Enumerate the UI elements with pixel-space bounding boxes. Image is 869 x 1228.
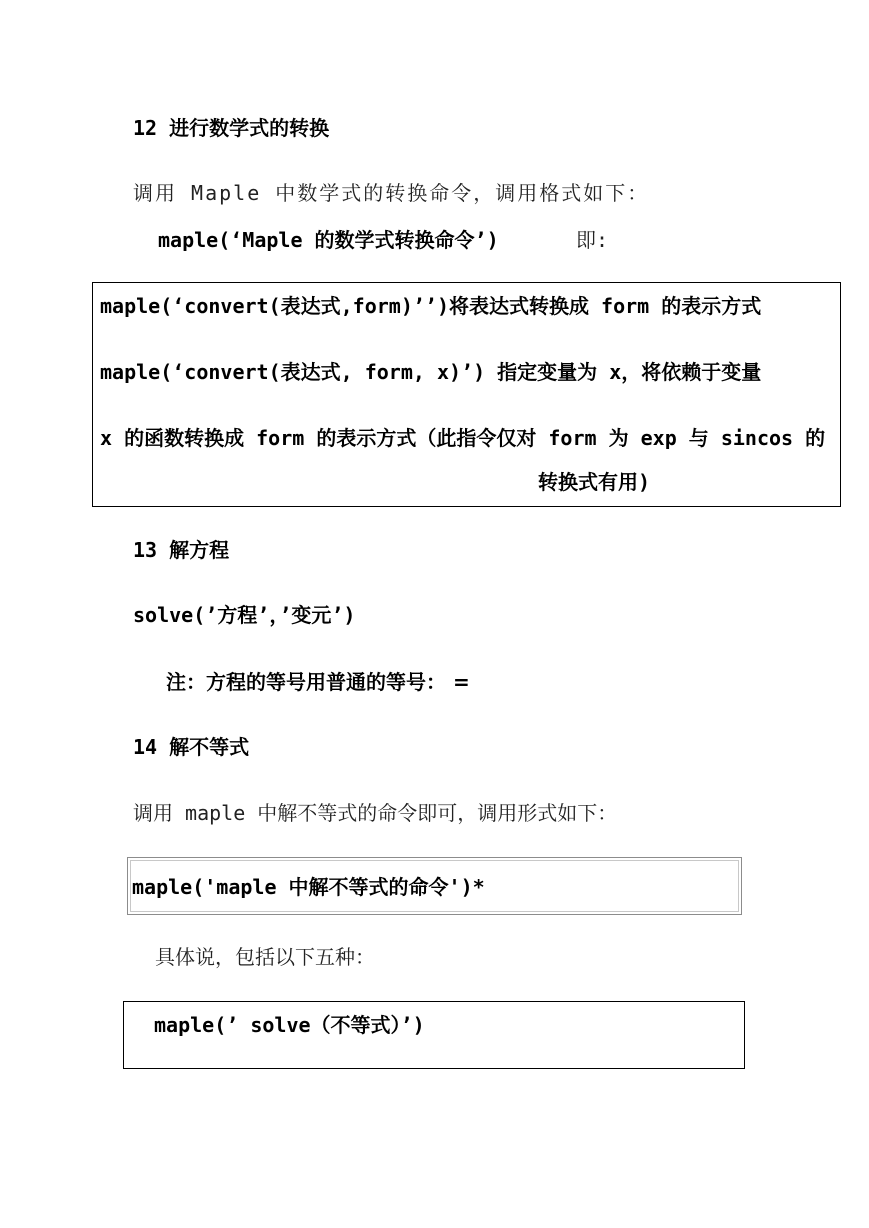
inequality-command-text: maple('maple 中解不等式的命令')*	[132, 875, 485, 899]
ji-label: 即:	[576, 228, 609, 252]
convert-format-line: maple(‘Maple 的数学式转换命令’)	[158, 228, 499, 252]
convert-line-4: 转换式有用)	[538, 470, 651, 494]
convert-line-3: x 的函数转换成 form 的表示方式（此指令仅对 form 为 exp 与 sincos 的	[100, 426, 826, 450]
five-kinds-label: 具体说，包括以下五种：	[155, 945, 375, 969]
convert-line-1: maple(‘convert(表达式,form)’’)将表达式转换成 form 的表示方式	[100, 294, 762, 318]
solve-equation-code: solve(’方程’，’变元’)	[133, 603, 356, 627]
equation-note: 注：方程的等号用普通的等号： =	[166, 670, 470, 694]
section-14-intro: 调用 maple 中解不等式的命令即可，调用形式如下：	[133, 801, 618, 825]
solve-inequality-text: maple(’ solve（不等式）’)	[154, 1013, 425, 1037]
section-14-heading: 14 解不等式	[133, 735, 250, 759]
section-12-intro: 调用 Maple 中数学式的转换命令，调用格式如下：	[133, 181, 650, 205]
convert-line-2: maple(‘convert(表达式, form, x)’) 指定变量为 x，将依赖于变量	[100, 360, 762, 384]
section-13-heading: 13 解方程	[133, 538, 230, 562]
section-12-heading: 12 进行数学式的转换	[133, 116, 330, 140]
